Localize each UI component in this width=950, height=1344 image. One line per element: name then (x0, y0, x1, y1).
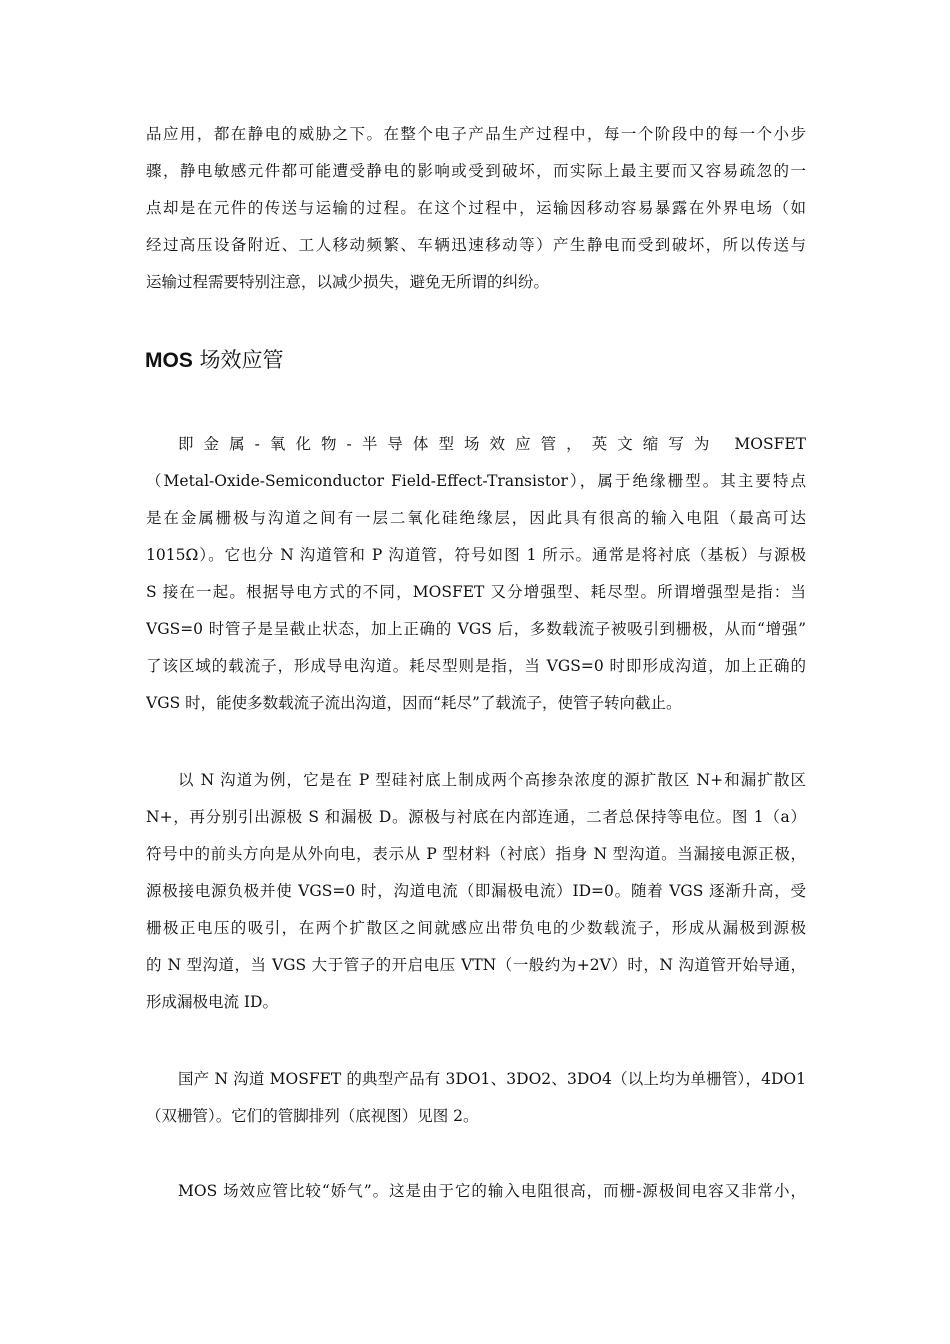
text-line: N+，再分别引出源极 S 和漏极 D。源极与衬底在内部连通，二者总保持等电位。图 1（a） (146, 808, 806, 826)
text-line: S 接在一起。根据导电方式的不同，MOSFET 又分增强型、耗尽型。所谓增强型是指：当 (146, 583, 806, 601)
section-heading-title: 场效应管 (199, 348, 284, 372)
text-line: 了该区域的载流子，形成导电沟道。耗尽型则是指，当 VGS=0 时即形成沟道，加上正确的 (146, 657, 806, 675)
text-line: 1015Ω）。它也分 N 沟道管和 P 沟道管，符号如图 1 所示。通常是将衬底（基板）与源极 (146, 546, 806, 564)
text-line: 形成漏极电流 ID。 (146, 993, 278, 1011)
text-line: MOS 场效应管比较“娇气”。这是由于它的输入电阻很高，而栅-源极间电容又非常小， (178, 1182, 806, 1200)
text-line: 以 N 沟道为例，它是在 P 型硅衬底上制成两个高掺杂浓度的源扩散区 N+和漏扩散区 (178, 771, 806, 789)
text-line: 源极接电源负极并使 VGS=0 时，沟道电流（即漏极电流）ID=0。随着 VGS 逐渐升高，受 (146, 882, 806, 900)
text-line: 的 N 型沟道，当 VGS 大于管子的开启电压 VTN（一般约为+2V）时，N 沟道管开始导通， (146, 956, 806, 974)
text-line: 运输过程需要特别注意，以减少损失，避免无所谓的纠纷。 (146, 273, 550, 291)
text-line: 经过高压设备附近、工人移动频繁、车辆迅速移动等）产生静电而受到破坏，所以传送与 (146, 236, 806, 254)
text-line: 栅极正电压的吸引，在两个扩散区之间就感应出带负电的少数载流子，形成从漏极到源极 (146, 919, 806, 937)
text-line: 国产 N 沟道 MOSFET 的典型产品有 3DO1、3DO2、3DO4（以上均为单栅管），4DO1 (178, 1070, 806, 1088)
text-line: 骤，静电敏感元件都可能遭受静电的影响或受到破坏，而实际上最主要而又容易疏忽的一 (146, 162, 806, 180)
text-line: 品应用，都在静电的威胁之下。在整个电子产品生产过程中，每一个阶段中的每一个小步 (146, 125, 806, 143)
section-heading-latin: MOS (145, 349, 193, 372)
text-line: （双栅管）。它们的管脚排列（底视图）见图 2。 (146, 1107, 479, 1125)
text-line: VGS=0 时管子是呈截止状态，加上正确的 VGS 后，多数载流子被吸引到栅极，从而“增强” (146, 620, 806, 638)
text-line: 是在金属栅极与沟道之间有一层二氧化硅绝缘层，因此具有很高的输入电阻（最高可达 (146, 509, 806, 527)
text-line: 即金属-氧化物-半导体型场效应管，英文缩写为 MOSFET (178, 435, 806, 453)
text-line: 符号中的前头方向是从外向电，表示从 P 型材料（衬底）指身 N 型沟道。当漏接电源正极， (146, 845, 806, 863)
section-heading (145, 346, 284, 375)
text-line: VGS 时，能使多数载流子流出沟道，因而“耗尽”了载流子，使管子转向截止。 (146, 694, 682, 712)
text-line: （Metal-Oxide-Semiconductor Field-Effect-Transistor），属于绝缘栅型。其主要特点 (146, 472, 806, 490)
text-line: 点却是在元件的传送与运输的过程。在这个过程中，运输因移动容易暴露在外界电场（如 (146, 199, 806, 217)
